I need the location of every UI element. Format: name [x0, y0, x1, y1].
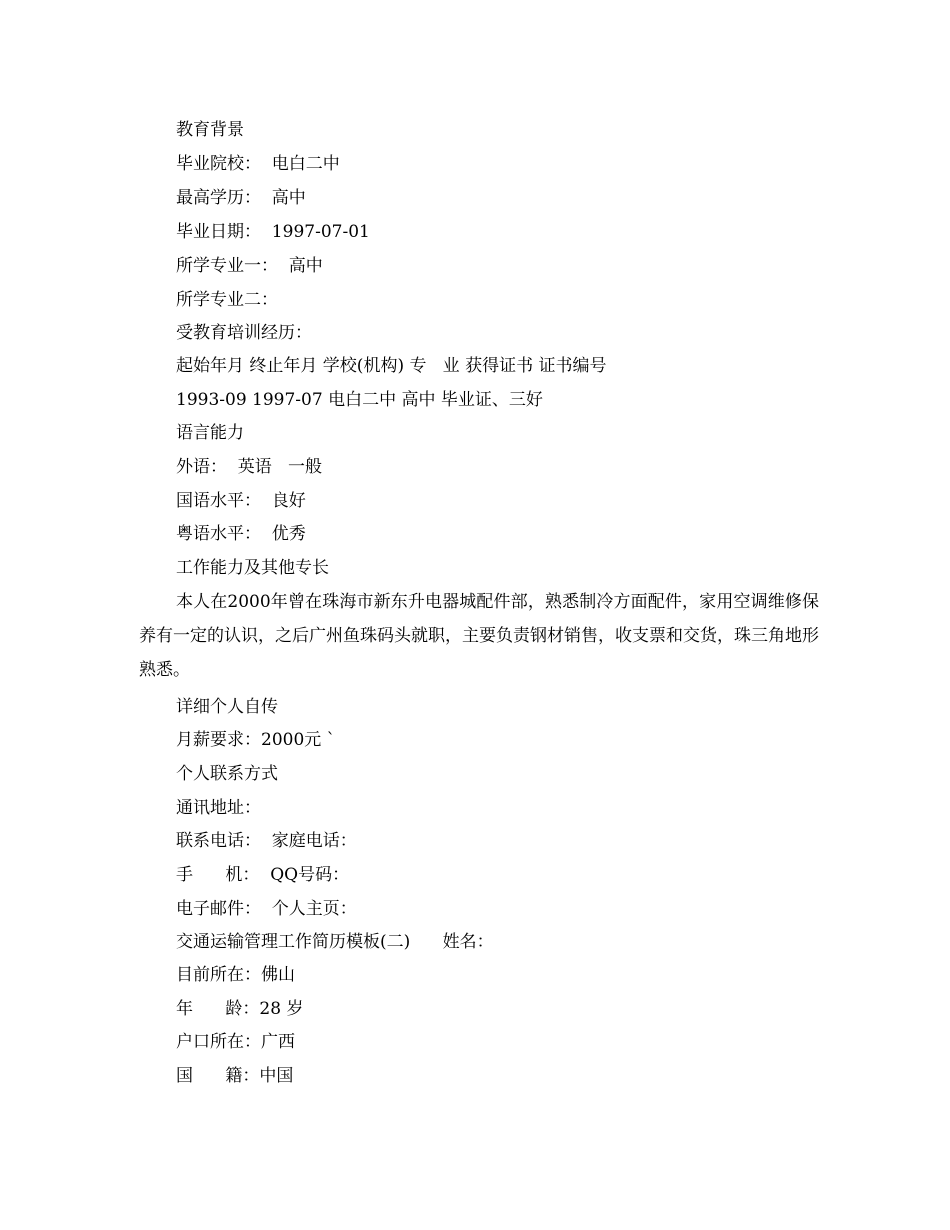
- field-mobile-qq: 手 机： QQ号码：: [176, 865, 350, 885]
- field-mailing-address: 通讯地址：: [176, 798, 261, 818]
- heading-work-ability: 工作能力及其他专长: [176, 558, 329, 578]
- field-graduation-date: 毕业日期： 1997-07-01: [176, 222, 370, 242]
- field-salary-requirement: 月薪要求：2000元 `: [176, 730, 336, 750]
- resume-template-title: 交通运输管理工作简历模板(二) 姓名：: [176, 932, 494, 952]
- field-nationality: 国 籍：中国: [176, 1066, 294, 1086]
- field-major-two: 所学专业二：: [176, 290, 278, 310]
- field-phone: 联系电话： 家庭电话：: [176, 831, 357, 851]
- field-household-registration: 户口所在：广西: [176, 1032, 295, 1052]
- field-cantonese-level: 粤语水平： 优秀: [176, 524, 306, 544]
- field-email-homepage: 电子邮件： 个人主页：: [176, 899, 357, 919]
- heading-autobiography: 详细个人自传: [176, 697, 278, 717]
- field-mandarin-level: 国语水平： 良好: [176, 491, 306, 511]
- field-age: 年 龄：28 岁: [176, 999, 304, 1019]
- heading-training-history: 受教育培训经历：: [176, 323, 312, 343]
- field-current-location: 目前所在：佛山: [176, 965, 295, 985]
- field-major-one: 所学专业一： 高中: [176, 256, 323, 276]
- heading-education: 教育背景: [176, 120, 244, 140]
- training-table-header: 起始年月 终止年月 学校(机构) 专 业 获得证书 证书编号: [176, 356, 607, 376]
- work-ability-paragraph: 本人在2000年曾在珠海市新东升电器城配件部，熟悉制冷方面配件，家用空调维修保养有一定的认识，之后广州鱼珠码头就职，主要负责钢材销售，收支票和交货，珠三角地形熟悉。: [139, 592, 819, 680]
- heading-language-ability: 语言能力: [176, 423, 244, 443]
- field-foreign-language: 外语： 英语 一般: [176, 457, 323, 477]
- training-table-row: 1993-09 1997-07 电白二中 高中 毕业证、三好: [176, 390, 543, 410]
- field-graduate-school: 毕业院校： 电白二中: [176, 154, 340, 174]
- heading-contact-info: 个人联系方式: [176, 764, 278, 784]
- field-highest-degree: 最高学历： 高中: [176, 188, 306, 208]
